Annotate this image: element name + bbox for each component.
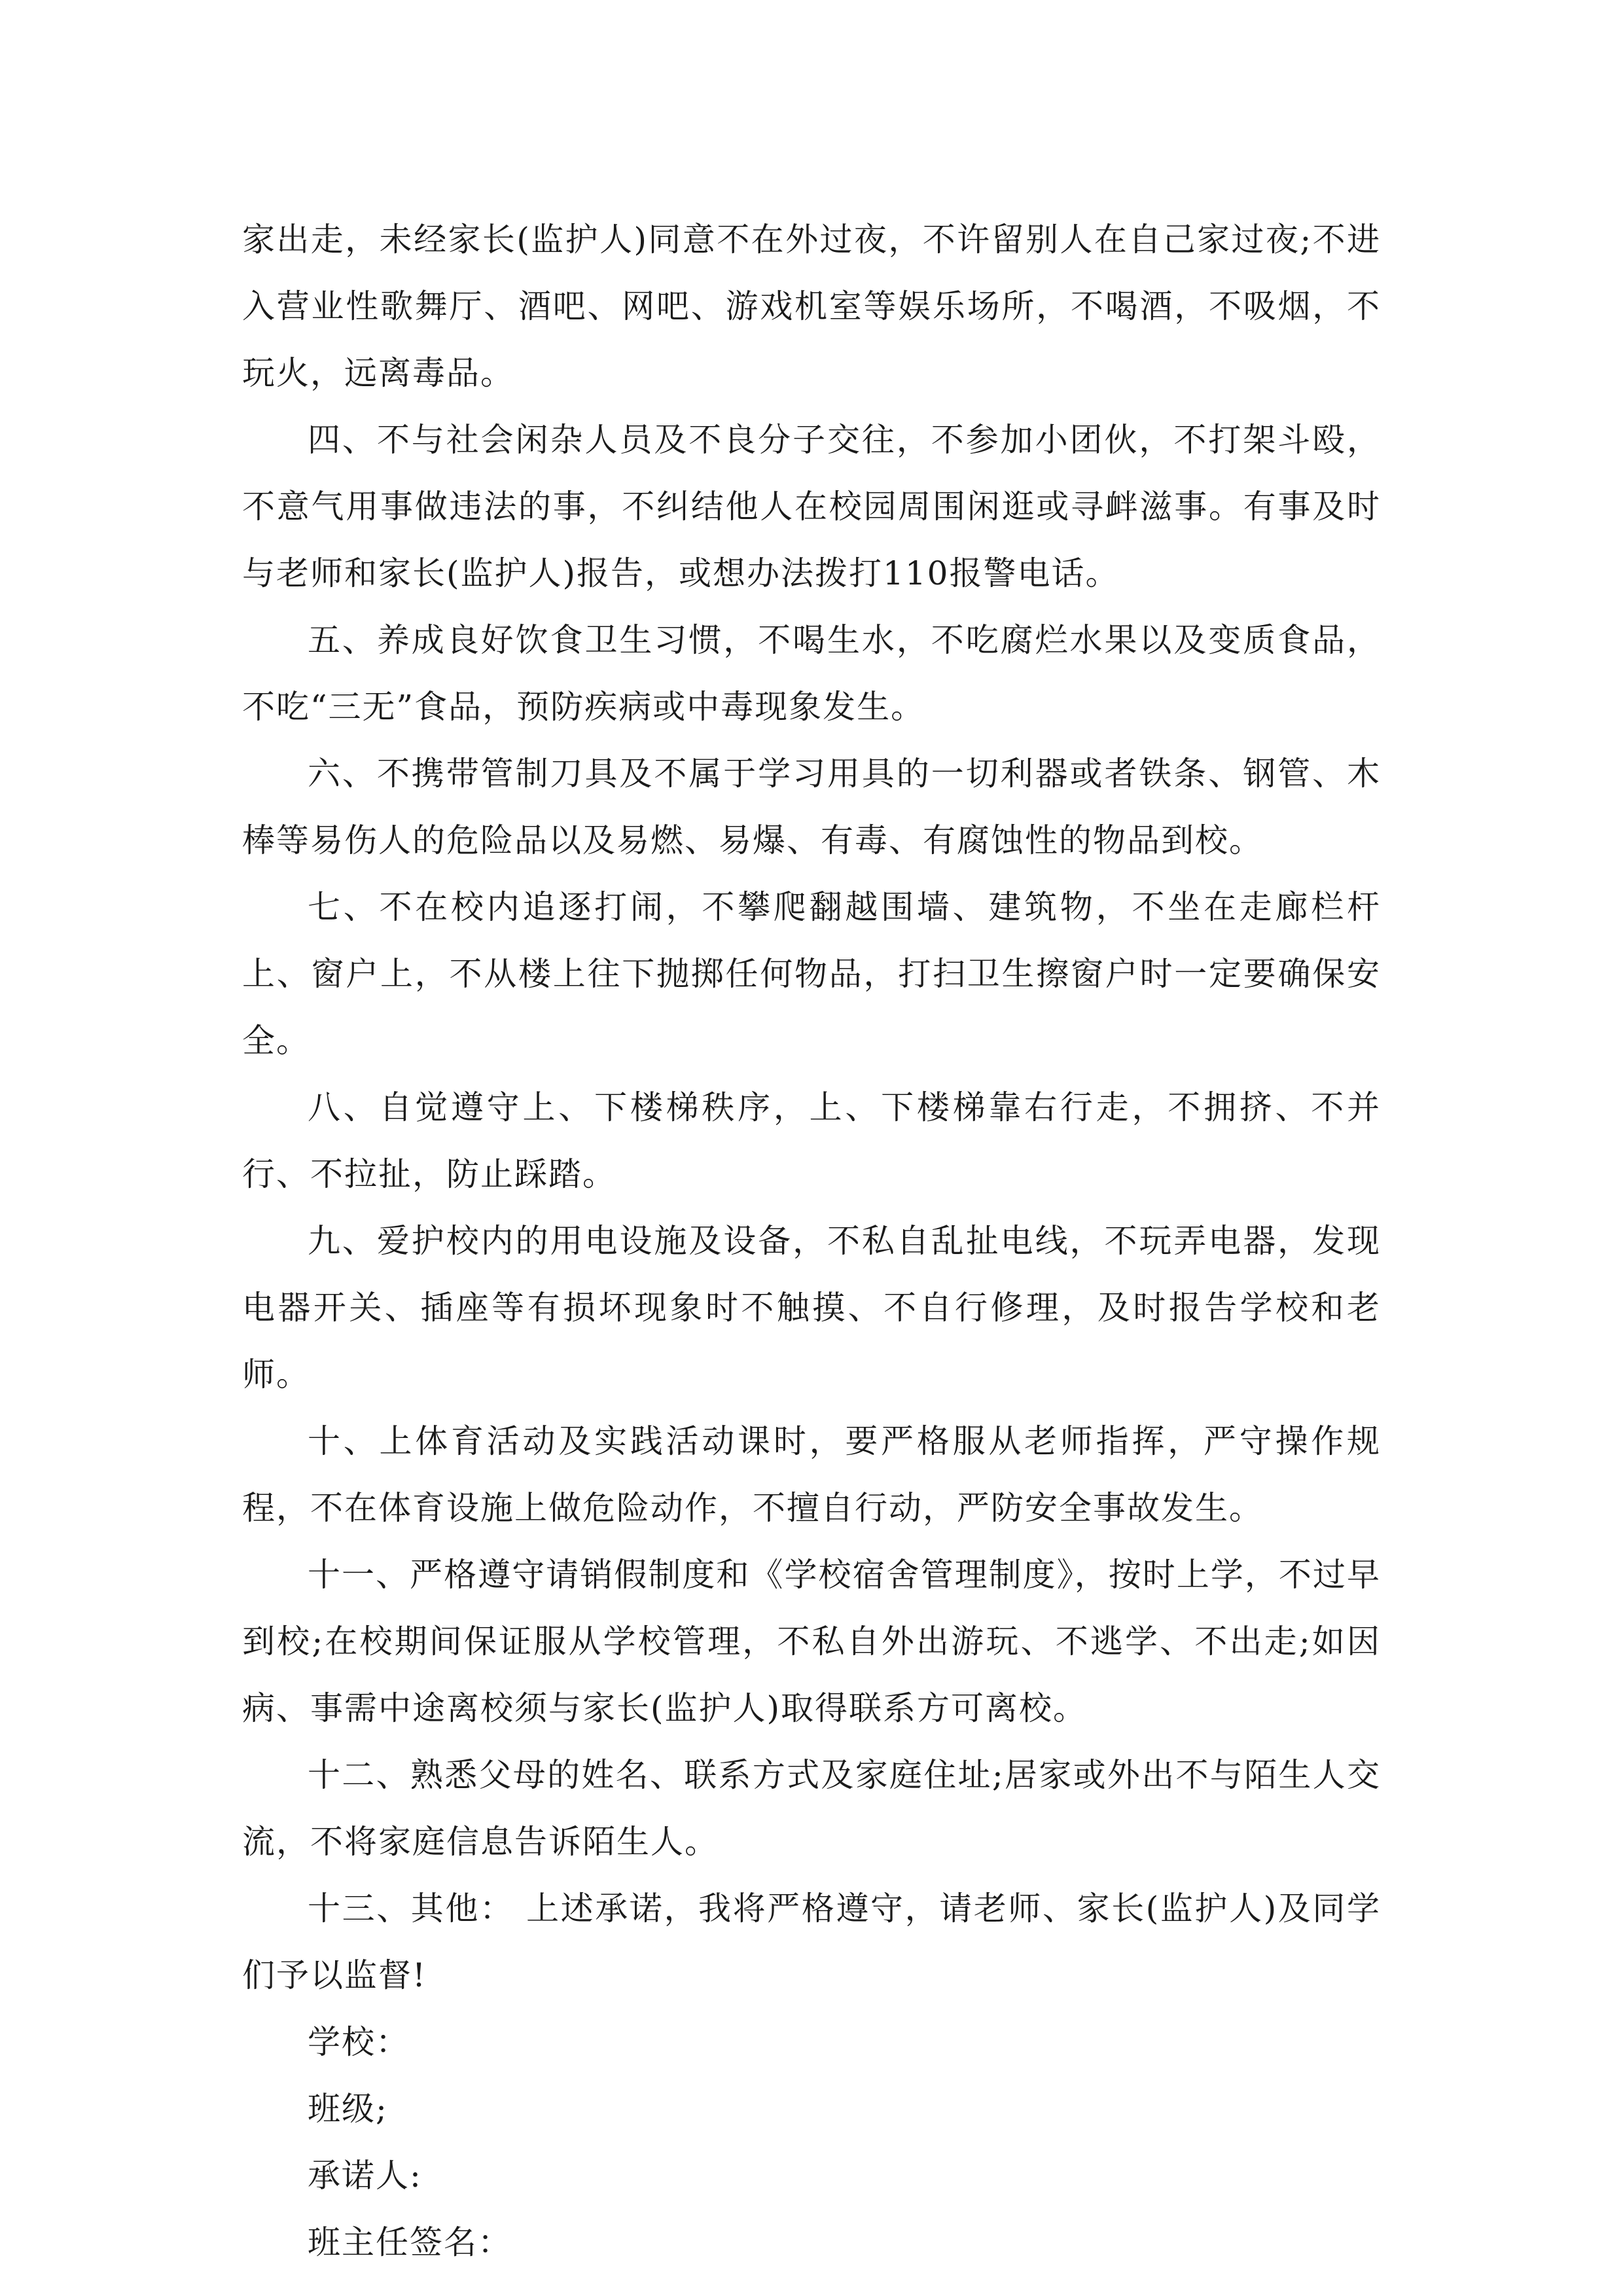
paragraph-item-10: 十、上体育活动及实践活动课时，要严格服从老师指挥，严守操作规程，不在体育设施上做危险动作，不擅自行动，严防安全事故发生。 xyxy=(242,1422,1381,1527)
paragraph-continuation: 家出走，未经家长(监护人)同意不在外过夜，不许留别人在自己家过夜;不进入营业性歌舞厅、酒吧、网吧、游戏机室等娱乐场所，不喝酒，不吸烟，不玩火，远离毒品。 xyxy=(242,221,1381,392)
school-label: 学校： xyxy=(308,2023,410,2061)
paragraph-item-8: 八、自觉遵守上、下楼梯秩序，上、下楼梯靠右行走，不拥挤、不并行、不拉扯，防止踩踏。 xyxy=(242,1088,1381,1193)
paragraph-item-7: 七、不在校内追逐打闹，不攀爬翻越围墙、建筑物，不坐在走廊栏杆上、窗户上，不从楼上往下抛掷任何物品，打扫卫生擦窗户时一定要确保安全。 xyxy=(242,888,1381,1060)
class-label: 班级; xyxy=(308,2090,388,2128)
document-body xyxy=(242,206,1381,2276)
paragraph-item-9: 九、爱护校内的用电设施及设备，不私自乱扯电线，不玩弄电器，发现电器开关、插座等有损坏现象时不触摸、不自行修理，及时报告学校和老师。 xyxy=(242,1222,1381,1393)
paragraph-item-5: 五、养成良好饮食卫生习惯，不喝生水，不吃腐烂水果以及变质食品，不吃“三无”食品，预防疾病或中毒现象发生。 xyxy=(242,621,1381,726)
teacher-signature-label: 班主任签名： xyxy=(308,2223,512,2261)
paragraph-item-11: 十一、严格遵守请销假制度和《学校宿舍管理制度》，按时上学，不过早到校;在校期间保证服从学校管理，不私自外出游玩、不逃学、不出走;如因病、事需中途离校须与家长(监护人)取得联系方可离校。 xyxy=(242,1556,1381,1727)
paragraph-item-12: 十二、熟悉父母的姓名、联系方式及家庭住址;居家或外出不与陌生人交流，不将家庭信息告诉陌生人。 xyxy=(242,1756,1381,1861)
paragraph-item-13: 十三、其他： 上述承诺，我将严格遵守，请老师、家长(监护人)及同学们予以监督! xyxy=(242,1890,1381,1994)
promisor-label: 承诺人: xyxy=(308,2157,422,2195)
paragraph-item-6: 六、不携带管制刀具及不属于学习用具的一切利器或者铁条、钢管、木棒等易伤人的危险品以及易燃、易爆、有毒、有腐蚀性的物品到校。 xyxy=(242,755,1381,859)
paragraph-item-4: 四、不与社会闲杂人员及不良分子交往，不参加小团伙，不打架斗殴，不意气用事做违法的事，不纠结他人在校园周围闲逛或寻衅滋事。有事及时与老师和家长(监护人)报告，或想办法拨打110报警电话。 xyxy=(242,421,1381,592)
